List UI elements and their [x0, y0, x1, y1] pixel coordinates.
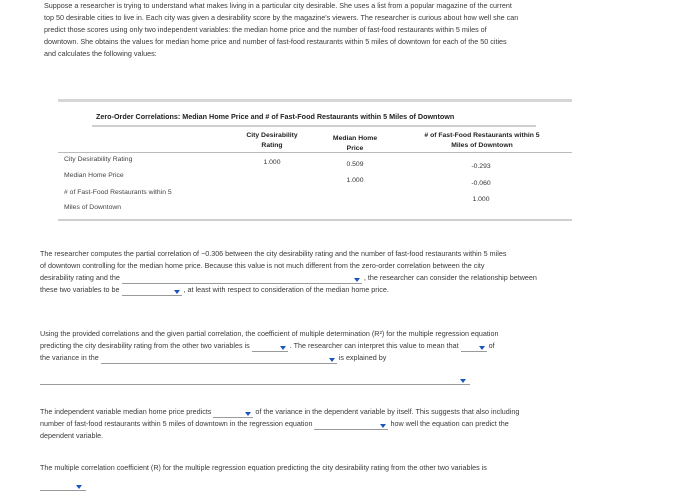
table-cell: 1.000 [346, 177, 364, 184]
chevron-down-icon [380, 424, 386, 428]
dropdown-select[interactable] [122, 273, 362, 284]
dropdown-select[interactable] [461, 341, 487, 352]
chevron-down-icon [479, 346, 485, 350]
intro-line: and calculates the following values: [44, 49, 157, 58]
chevron-down-icon [329, 358, 335, 362]
row-label-median-home-price: Median Home Price [64, 172, 124, 179]
table-cell: -0.293 [471, 163, 491, 170]
column-header-fast-food: # of Fast-Food Restaurants within 5 Miles of Downtown [424, 132, 540, 149]
row-label-city-desirability: City Desirability Rating [64, 156, 133, 163]
row-label-fast-food-cont: Miles of Downtown [64, 204, 122, 211]
dropdown-select[interactable] [40, 376, 470, 385]
chevron-down-icon [76, 485, 82, 489]
table-title: Zero-Order Correlations: Median Home Price and # of Fast-Food Restaurants within 5 Miles of Downtown [96, 112, 455, 121]
question-partial-correlation: The researcher computes the partial correlation of −0.306 between the city desirability rating and the number of fast-food restaurants within 5 miles of downtown controlling for the median home price. Because this value is not much different from the zero-order correlation between the city desirability rating and the , the researcher can consider the relationship between these two variables to be , at least with respect to consideration of the median home price. [40, 249, 537, 294]
intro-line: Suppose a researcher is trying to understand what makes living in a particular city desirable. She uses a list from a popular magazine of the current [44, 1, 512, 10]
table-cell: 1.000 [263, 159, 281, 166]
dropdown-select[interactable] [314, 419, 388, 430]
intro-line: downtown. She obtains the values for median home price and number of fast-food restaurants within 5 miles of downtown for each of the 50 cities [44, 37, 507, 46]
row-label-fast-food: # of Fast-Food Restaurants within 5 [64, 189, 172, 196]
table-header-rule [58, 152, 572, 153]
column-header-city-desirability: City Desirability Rating [246, 132, 298, 149]
chevron-down-icon [174, 290, 180, 294]
dropdown-select[interactable] [122, 285, 182, 296]
table-cell: -0.060 [471, 180, 491, 187]
intro-line: top 50 desirable cities to live in. Each city was given a desirability score by the magazine's viewers. The researcher is curious about how well she can [44, 13, 519, 22]
chevron-down-icon [245, 412, 251, 416]
question-r-squared: Using the provided correlations and the given partial correlation, the coefficient of multiple determination (R²) for the multiple regression equation predicting the city desirability rating from the other two variables is . The researcher can interpret this value to mean that of the variance in the is explained by [40, 329, 499, 362]
dropdown-select[interactable] [213, 407, 253, 418]
dropdown-select[interactable] [252, 341, 288, 352]
table-cell: 1.000 [472, 196, 490, 203]
chevron-down-icon [354, 278, 360, 282]
question-median-home-price: The independent variable median home price predicts of the variance in the dependent variable by itself. This suggests that also including number of fast-food restaurants within 5 miles of downtown in the regression equation how well the equation can predict the dependent variable. [40, 407, 520, 440]
intro-line: predict those scores using only two independent variables: the median home price and the number of fast-food restaurants within 5 miles of [44, 25, 487, 34]
question-multiple-correlation: The multiple correlation coefficient (R) for the multiple regression equation predicting the city desirability rating from the other two variables is [40, 463, 487, 472]
dropdown-select[interactable] [101, 353, 337, 364]
table-top-rule [58, 99, 572, 102]
table-title-rule [92, 125, 536, 127]
table-cell: 0.509 [346, 161, 364, 168]
dropdown-select[interactable] [40, 482, 86, 491]
chevron-down-icon [280, 346, 286, 350]
table-bottom-rule [58, 219, 572, 221]
column-header-median-home-price: Median Home Price [332, 135, 378, 152]
chevron-down-icon [460, 379, 466, 383]
intro-paragraph [44, 0, 660, 60]
